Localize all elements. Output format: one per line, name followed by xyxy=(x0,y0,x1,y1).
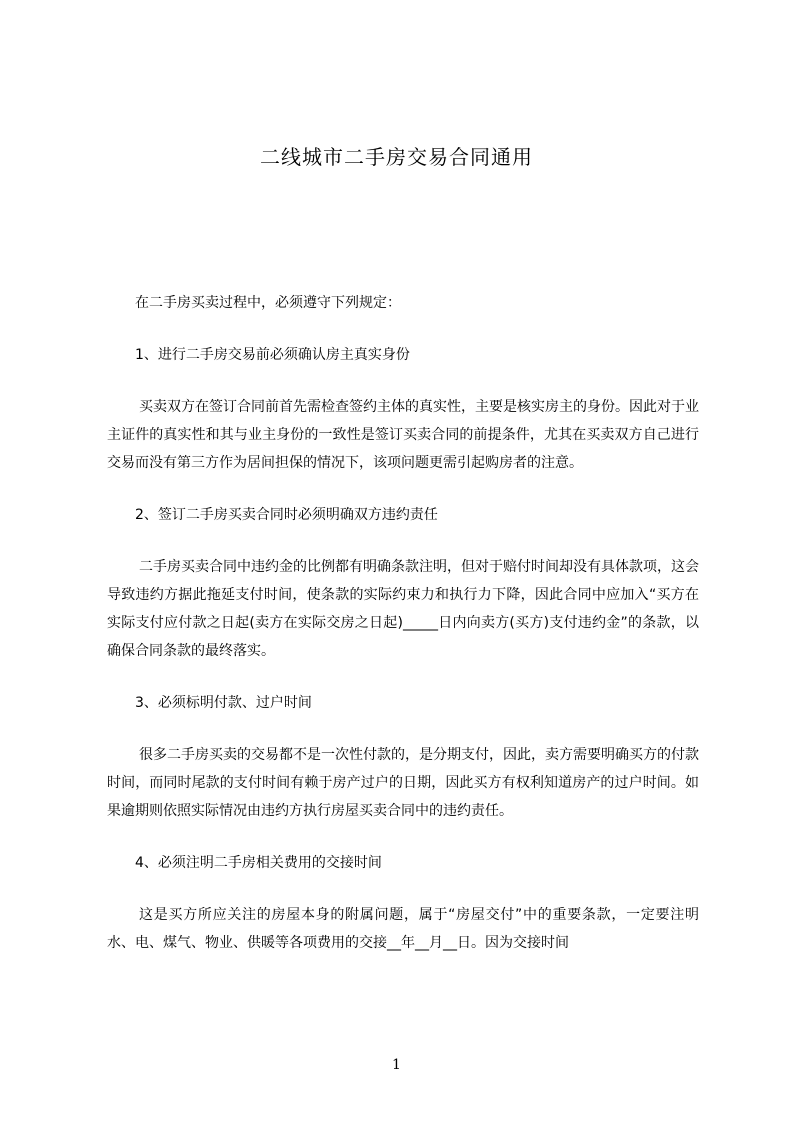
section-body-1: 买卖双方在签订合同前首先需检查签约主体的真实性，主要是核实房主的身份。因此对于业主证件的真实性和其与业主身份的一致性是签订买卖合同的前提条件，尤其在买卖双方自己进行交易而没有第三方作为居间担保的情况下，该项问题更需引起购房者的注意。 xyxy=(107,399,699,471)
section-heading-4: 4、必须注明二手房相关费用的交接时间 xyxy=(135,855,382,871)
document-body xyxy=(107,289,699,981)
section-body-4: 这是买方所应关注的房屋本身的附属问题，属于“房屋交付”中的重要条款，一定要注明水、电、煤气、物业、供暖等各项费用的交接__年__月__日。因为交接时间 xyxy=(107,907,699,951)
section-heading-1: 1、进行二手房交易前必须确认房主真实身份 xyxy=(135,347,410,363)
document-title: 二线城市二手房交易合同通用 xyxy=(260,145,533,169)
intro-paragraph: 在二手房买卖过程中，必须遵守下列规定： xyxy=(135,295,401,311)
section-heading-2: 2、签订二手房买卖合同时必须明确双方违约责任 xyxy=(135,507,438,523)
section-heading-3: 3、必须标明付款、过户时间 xyxy=(135,695,312,711)
section-body-3: 很多二手房买卖的交易都不是一次性付款的，是分期支付，因此，卖方需要明确买方的付款时间，而同时尾款的支付时间有赖于房产过户的日期，因此买方有权利知道房产的过户时间。如果逾期则依照实际情况由违约方执行房屋买卖合同中的违约责任。 xyxy=(107,747,699,819)
page-number: 1 xyxy=(392,1057,401,1073)
section-body-2: 二手房买卖合同中违约金的比例都有明确条款注明，但对于赔付时间却没有具体款项，这会导致违约方据此拖延支付时间，使条款的实际约束力和执行力下降，因此合同中应加入“买方在实际支付应付款之日起(卖方在实际交房之日起)_____日内向卖方(买方)支付违约金”的条款，以确保合同条款的最终落实。 xyxy=(107,559,699,659)
